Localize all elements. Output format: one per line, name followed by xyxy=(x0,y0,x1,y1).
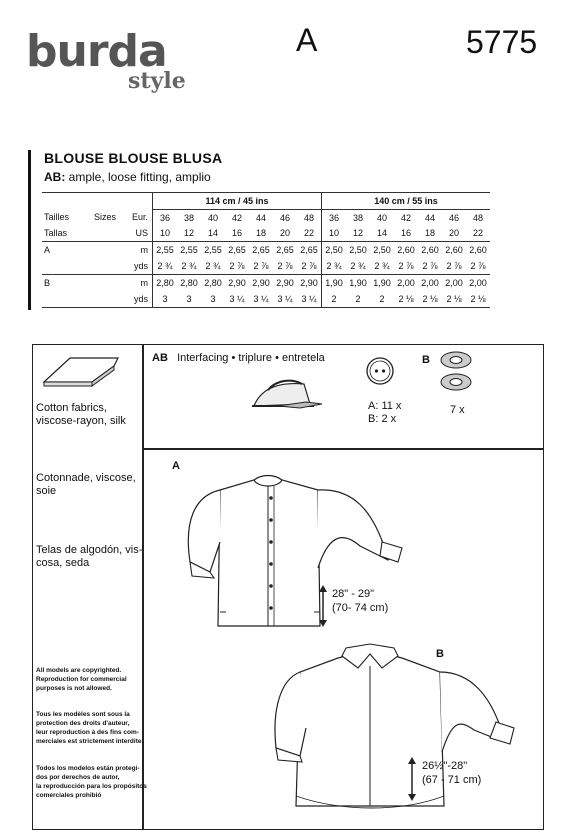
yardage-cell: 2 ¾ xyxy=(157,261,173,272)
yardage-cell: 2 xyxy=(322,291,347,307)
yardage-cell: 2,60 xyxy=(466,242,490,258)
view-b-label: B xyxy=(436,648,444,660)
yardage-cell: 3 ¼ xyxy=(249,291,273,307)
us-size: 16 xyxy=(400,228,411,239)
yardage-cell: 2 ¾ xyxy=(205,261,221,272)
brand-sub: style xyxy=(128,68,186,94)
eur-size: 38 xyxy=(352,212,363,223)
yardage-cell: 2,60 xyxy=(394,242,418,258)
fabrics-en: Cotton fabrics, viscose-rayon, silk xyxy=(36,402,126,427)
unit-us: US xyxy=(124,226,153,242)
snap-fastener-icon xyxy=(438,350,474,396)
yardage-cell: 2,65 xyxy=(297,242,322,258)
row-view-label xyxy=(42,291,94,307)
us-size: 10 xyxy=(322,226,347,242)
label-tallas: Tallas xyxy=(44,228,68,239)
length-arrow-b xyxy=(407,756,417,802)
yardage-cell: 2,90 xyxy=(249,274,273,290)
button-count-a: A: 11 x xyxy=(368,400,402,412)
yardage-cell: 2,00 xyxy=(442,274,466,290)
yardage-cell: 2,80 xyxy=(153,274,178,290)
yardage-cell: 2 ⅛ xyxy=(442,291,466,307)
row-unit: yds xyxy=(124,258,153,274)
title-bar xyxy=(28,150,31,310)
yardage-cell: 2,90 xyxy=(225,274,249,290)
button-count-b: B: 2 x xyxy=(368,413,397,425)
yardage-cell: 2,55 xyxy=(177,242,201,258)
yardage-cell: 1,90 xyxy=(346,274,370,290)
us-size: 18 xyxy=(255,228,266,239)
view-a-label: A xyxy=(172,460,180,472)
yardage-cell: 2 ¾ xyxy=(322,258,347,274)
copyright-fr: Tous les modèles sont sous la protection des droits d'auteur, leur reproduction à des fins com- merciales est strictement interdite. xyxy=(36,711,144,745)
row-view-label xyxy=(42,258,94,274)
yardage-cell: 2 ⅞ xyxy=(301,261,317,272)
yardage-cell: 2 ⅞ xyxy=(422,261,438,272)
copyright-es: Todos los modelos están protegi- dos por derechos de autor, la reproducción para los propósitos comerciales prohibió xyxy=(36,765,147,799)
eur-size: 38 xyxy=(183,212,194,223)
panel-divider-horizontal xyxy=(144,448,544,450)
yardage-cell: 1,90 xyxy=(322,274,347,290)
copyright-en: All models are copyrighted. Reproduction for commercial purposes is not allowed. xyxy=(36,667,127,692)
iron-icon xyxy=(248,374,328,412)
label-sizes: Sizes xyxy=(94,212,117,223)
eur-size: 40 xyxy=(376,212,387,223)
blouse-b-drawing xyxy=(262,640,518,816)
yardage-cell: 3 ¼ xyxy=(225,291,249,307)
yardage-cell: 2 ⅞ xyxy=(398,261,414,272)
yardage-cell: 2,55 xyxy=(201,242,225,258)
brand-name: burda xyxy=(26,26,167,77)
yardage-cell: 3 xyxy=(153,291,178,307)
view-letter: A xyxy=(296,22,318,58)
us-size: 14 xyxy=(207,228,218,239)
yardage-cell: 2 ⅞ xyxy=(446,261,462,272)
yardage-cell: 2 xyxy=(346,291,370,307)
eur-size: 42 xyxy=(231,212,242,223)
us-size: 20 xyxy=(279,228,290,239)
eur-size: 48 xyxy=(472,212,483,223)
us-size: 22 xyxy=(303,228,314,239)
yardage-cell: 2,60 xyxy=(442,242,466,258)
length-b-inches: 26½"-28" xyxy=(422,760,468,772)
interfacing-label: AB Interfacing • triplure • entretela xyxy=(152,352,325,364)
yardage-cell: 2,50 xyxy=(346,242,370,258)
yardage-cell: 2 ⅛ xyxy=(418,291,442,307)
yardage-cell: 2,00 xyxy=(466,274,490,290)
label-tailles: Tailles xyxy=(44,212,70,223)
row-unit: m xyxy=(124,274,153,290)
button-icon xyxy=(365,356,395,386)
yardage-cell: 2,65 xyxy=(273,242,297,258)
eur-size: 36 xyxy=(322,209,347,225)
us-size: 14 xyxy=(376,228,387,239)
yardage-cell: 2,80 xyxy=(177,274,201,290)
eur-size: 46 xyxy=(448,212,459,223)
fabric-icon xyxy=(40,352,120,390)
eur-size: 40 xyxy=(207,212,218,223)
yardage-cell: 2 ¾ xyxy=(350,261,366,272)
row-view-label: B xyxy=(42,274,94,290)
snap-count: 7 x xyxy=(450,404,465,416)
yardage-cell: 2,50 xyxy=(370,242,394,258)
us-size: 12 xyxy=(183,228,194,239)
yardage-cell: 2,60 xyxy=(418,242,442,258)
yardage-cell: 2,00 xyxy=(418,274,442,290)
snap-view-label: B xyxy=(422,354,430,366)
eur-size: 46 xyxy=(279,212,290,223)
eur-size: 44 xyxy=(255,212,266,223)
yardage-cell: 2 ⅞ xyxy=(253,261,269,272)
eur-size: 36 xyxy=(159,212,170,223)
yardage-cell: 2,90 xyxy=(273,274,297,290)
yardage-cell: 3 xyxy=(201,291,225,307)
yardage-cell: 2 ⅞ xyxy=(470,261,486,272)
fabric-width-1: 114 cm / 45 ins xyxy=(153,193,322,210)
yardage-cell: 3 xyxy=(177,291,201,307)
yardage-cell: 2,00 xyxy=(394,274,418,290)
size-table xyxy=(42,192,490,308)
fabrics-fr: Cotonnade, viscose, soie xyxy=(36,472,136,497)
yardage-cell: 2 ¾ xyxy=(181,261,197,272)
eur-size: 48 xyxy=(303,212,314,223)
row-unit: m xyxy=(124,242,153,258)
yardage-cell: 1,90 xyxy=(370,274,394,290)
us-size: 10 xyxy=(159,228,170,239)
unit-eur: Eur. xyxy=(124,209,153,225)
us-size: 12 xyxy=(352,228,363,239)
yardage-cell: 2,90 xyxy=(297,274,322,290)
panel-divider-vertical xyxy=(142,344,144,830)
yardage-cell: 2,65 xyxy=(225,242,249,258)
pattern-number: 5775 xyxy=(466,24,538,60)
yardage-cell: 2,65 xyxy=(249,242,273,258)
yardage-cell: 2 ⅞ xyxy=(229,261,245,272)
yardage-cell: 2 ⅞ xyxy=(277,261,293,272)
length-a-cm: (70- 74 cm) xyxy=(332,602,389,614)
yardage-cell: 2 ¾ xyxy=(374,261,390,272)
yardage-cell: 2,80 xyxy=(201,274,225,290)
yardage-cell: 3 ¼ xyxy=(273,291,297,307)
length-arrow-a xyxy=(318,584,328,628)
length-a-inches: 28" - 29" xyxy=(332,588,375,600)
length-b-cm: (67 - 71 cm) xyxy=(422,774,482,786)
us-size: 16 xyxy=(231,228,242,239)
garment-subtitle: AB: ample, loose fitting, amplio xyxy=(44,170,211,184)
yardage-cell: 3 ¼ xyxy=(297,291,322,307)
eur-size: 44 xyxy=(424,212,435,223)
yardage-cell: 2 ⅛ xyxy=(466,291,490,307)
fabric-width-2: 140 cm / 55 ins xyxy=(322,193,491,210)
eur-size: 42 xyxy=(400,212,411,223)
fabrics-es: Telas de algodón, vis- cosa, seda xyxy=(36,544,143,569)
row-unit: yds xyxy=(124,291,153,307)
yardage-cell: 2 xyxy=(370,291,394,307)
yardage-cell: 2,55 xyxy=(153,242,178,258)
yardage-cell: 2 ⅛ xyxy=(394,291,418,307)
us-size: 20 xyxy=(448,228,459,239)
us-size: 18 xyxy=(424,228,435,239)
yardage-cell: 2,50 xyxy=(322,242,347,258)
us-size: 22 xyxy=(472,228,483,239)
burda-logo xyxy=(26,26,206,96)
row-view-label: A xyxy=(42,242,94,258)
garment-title: BLOUSE BLOUSE BLUSA xyxy=(44,150,223,166)
